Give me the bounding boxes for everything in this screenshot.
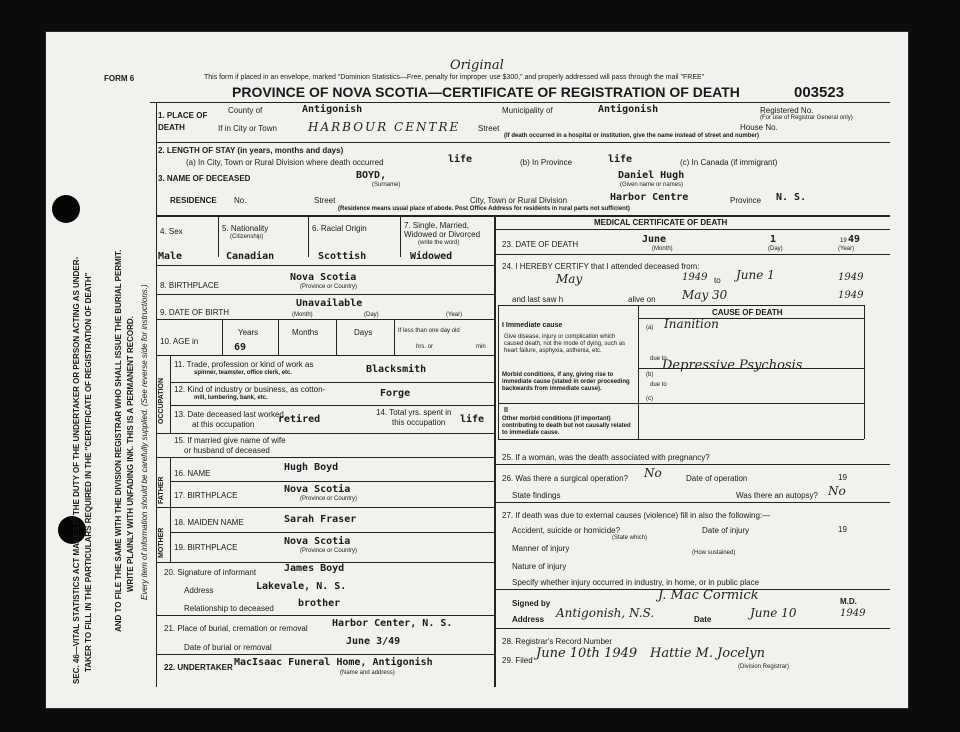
street-note: (If death occurred in a hospital or institution, give the name instead of street and number) — [504, 133, 760, 139]
total-years-label-2: this occupation — [392, 418, 446, 427]
rule-parents — [156, 457, 494, 458]
dod-year-caption: (Year) — [838, 246, 855, 252]
operation-date-label: Date of operation — [686, 474, 748, 483]
cause-c-label: (c) — [646, 396, 653, 402]
stay-c-label: (c) In Canada (if immigrant) — [680, 158, 778, 167]
side-instruction-3: AND TO FILE THE SAME WITH THE DIVISION REGISTRAR WHO SHALL ISSUE THE BURIAL PERMIT. — [114, 249, 123, 632]
dod-label: 23. DATE OF DEATH — [502, 240, 579, 249]
total-years-label: 14. Total yrs. spent in — [376, 408, 452, 417]
residence-province-value: N. S. — [776, 192, 807, 203]
form-number: FORM 6 — [104, 74, 135, 83]
rule-15 — [156, 433, 494, 434]
top-rule — [150, 102, 890, 103]
registered-label: Registered No. — [760, 106, 814, 115]
residence-note: (Residence means usual place of abode. Post Office Address for residents in rural parts not sufficient) — [338, 206, 630, 212]
deceased-surname: BOYD, — [356, 170, 387, 181]
dob-value: Unavailable — [296, 298, 363, 309]
accident-label: Accident, suicide or homicide? — [512, 526, 621, 535]
residence-label: RESIDENCE — [170, 196, 217, 205]
last-worked-label-2: at this occupation — [192, 420, 255, 429]
age-months-label: Months — [292, 328, 319, 337]
alive-on-label: alive on — [628, 295, 656, 304]
autopsy-value: No — [828, 484, 846, 498]
birthplace-caption: (Province or Country) — [300, 284, 358, 290]
nationality-value: Canadian — [226, 251, 275, 262]
place-of-death-label: 1. PLACE OF DEATH — [158, 111, 208, 132]
rule-burial — [156, 615, 494, 616]
nationality-label: 5. Nationality — [222, 224, 269, 233]
father-side-label: FATHER — [158, 476, 165, 504]
stay-b-label: (b) In Province — [520, 158, 573, 167]
county-value: Antigonish — [302, 104, 363, 115]
sex-value: Male — [158, 251, 183, 262]
registered-note: (For use of Registrar General only) — [760, 115, 853, 121]
birthplace-label: 8. BIRTHPLACE — [160, 281, 219, 290]
immediate-cause-desc: Give disease, injury or complication which caused death, not the mode of dying, such as heart failure, asphyxia, asthenia, etc. — [504, 334, 626, 354]
racial-label: 6. Racial Origin — [312, 224, 367, 233]
physician-address-label: Address — [512, 615, 545, 624]
street-label: Street — [478, 124, 500, 133]
rule-17 — [170, 481, 494, 482]
cause-box-mid — [638, 305, 639, 439]
informant-sig-label: 20. Signature of informant — [164, 568, 257, 577]
residence-city-label: City, Town or Rural Division — [470, 196, 568, 205]
total-years-value: life — [460, 414, 485, 425]
mother-birthplace-label: 19. BIRTHPLACE — [174, 543, 238, 552]
father-name-value: Hugh Boyd — [284, 462, 339, 473]
cause-b-label: (b) — [646, 372, 654, 378]
marital-caption: (write the word) — [418, 240, 460, 246]
deceased-label: 3. NAME OF DECEASED — [158, 174, 251, 183]
autopsy-label: Was there an autopsy? — [736, 491, 818, 500]
relationship-value: brother — [298, 598, 341, 609]
rule-personal — [156, 215, 890, 217]
given-caption: (Given name or names) — [620, 182, 684, 188]
attended-from-year: 1949 — [682, 272, 708, 283]
dod-year-prefix: 19 — [840, 238, 847, 244]
nature-label: Nature of injury — [512, 562, 567, 571]
burial-place-value: Harbor Center, N. S. — [332, 618, 453, 629]
mother-birthplace-value: Nova Scotia — [284, 536, 351, 547]
age-box-4 — [394, 319, 395, 355]
burial-date-value: June 3/49 — [346, 636, 401, 647]
attended-from: May — [556, 272, 583, 286]
occupation-side-rule — [170, 355, 171, 433]
immediate-cause-head: I Immediate cause — [502, 322, 563, 329]
other-conditions-desc: Other morbid conditions (if important) contributing to death but not causally related to immediate cause. — [502, 416, 631, 436]
medical-header: MEDICAL CERTIFICATE OF DEATH — [594, 218, 728, 227]
municipality-label: Municipality of — [502, 106, 553, 115]
spouse-label-2: or husband of deceased — [184, 446, 270, 455]
q27-external: 27. If death was due to external causes (violence) fill in also the following:— — [502, 511, 771, 520]
age-days-label: Days — [354, 328, 373, 337]
attended-to-year: 1949 — [838, 272, 864, 283]
dob-month-caption: (Month) — [292, 312, 313, 318]
cause-box-bottom — [498, 439, 864, 440]
trade-value: Blacksmith — [366, 364, 427, 375]
age-less-label: If less than one day old — [398, 328, 460, 334]
rule-28 — [496, 628, 890, 629]
certify-label: 24. I HEREBY CERTIFY that I attended deceased from: — [502, 262, 700, 271]
burial-place-label: 21. Place of burial, cremation or removal — [164, 624, 308, 633]
cause-a-value: Inanition — [664, 317, 719, 331]
box-5-divider — [308, 217, 309, 257]
filed-date: June 10th 1949 — [536, 646, 638, 661]
stay-a-label: (a) In City, Town or Rural Division where death occurred — [186, 158, 384, 167]
age-min-label: min — [476, 344, 486, 350]
signed-date-label: Date — [694, 615, 712, 624]
cause-b-value: Depressive Psychosis — [662, 358, 803, 373]
relationship-label: Relationship to deceased — [184, 604, 274, 613]
last-saw-label: and last saw h — [512, 295, 564, 304]
rule-18 — [156, 507, 494, 508]
trade-label-2: spinner, teamster, office clerk, etc. — [194, 370, 293, 376]
nationality-caption: (Citizenship) — [230, 234, 264, 240]
rule-8 — [156, 265, 494, 266]
cause-box-right — [864, 305, 865, 439]
deceased-given: Daniel Hugh — [618, 170, 685, 181]
stay-label: 2. LENGTH OF STAY (in years, months and days) — [158, 146, 344, 155]
signed-year: 1949 — [840, 608, 866, 619]
punch-hole-top — [52, 195, 80, 223]
md-label: M.D. — [840, 597, 857, 606]
signed-by-label: Signed by — [512, 599, 551, 608]
dod-day: 1 — [770, 234, 777, 245]
marital-value: Widowed — [410, 251, 453, 262]
municipality-value: Antigonish — [598, 104, 659, 115]
industry-label: 12. Kind of industry or business, as cotton- — [174, 385, 326, 394]
dod-month-caption: (Month) — [652, 246, 673, 252]
marital-label: 7. Single, Married, Widowed or Divorced — [404, 221, 481, 239]
rule-occupation — [156, 355, 494, 356]
mother-maiden-value: Sarah Fraser — [284, 514, 357, 525]
industry-value: Forge — [380, 388, 411, 399]
rule-m2 — [496, 254, 890, 255]
rule-undertaker — [156, 654, 494, 655]
mother-side-label: MOTHER — [158, 527, 165, 558]
trade-label: 11. Trade, profession or kind of work as — [174, 360, 314, 369]
father-birthplace-caption: (Province or Country) — [300, 496, 358, 502]
q26-operation: 26. Was there a surgical operation? — [502, 474, 628, 483]
dod-year: 49 — [848, 234, 861, 245]
burial-date-label: Date of burial or removal — [184, 643, 272, 652]
injury-date-label: Date of injury — [702, 526, 750, 535]
dod-month: June — [642, 234, 667, 245]
surname-caption: (Surname) — [372, 182, 401, 188]
rule-13 — [170, 405, 494, 406]
certificate-number: 003523 — [794, 84, 845, 101]
attended-to-label: to — [714, 276, 721, 285]
industry-label-2: mill, lumbering, bank, etc. — [194, 395, 268, 401]
other-conditions-head: II — [504, 407, 508, 414]
residence-no-label: No. — [234, 196, 247, 205]
last-worked-label: 13. Date deceased last worked — [174, 410, 284, 419]
left-rule — [156, 102, 157, 687]
q25-pregnancy: 25. If a woman, was the death associated with pregnancy? — [502, 453, 710, 462]
side-instruction-2: TAKER TO FILL IN THE PARTICULARS REQUIRED IN THE "CERTIFICATE OF REGISTRATION OF DEATH" — [84, 272, 93, 672]
column-divider — [494, 215, 496, 687]
dob-day-caption: (Day) — [364, 312, 379, 318]
cause-box-top — [498, 305, 864, 306]
age-hrs-label: hrs. or — [416, 344, 434, 350]
spouse-label: 15. If married give name of wife — [174, 436, 286, 445]
parents-side-rule — [170, 457, 171, 563]
undertaker-value: MacIsaac Funeral Home, Antigonish — [234, 657, 433, 668]
undertaker-label: 22. UNDERTAKER — [164, 663, 233, 672]
undertaker-caption: (Name and address) — [340, 670, 395, 676]
how-sustained-caption: (How sustained) — [692, 550, 736, 556]
city-town-label: If in City or Town — [218, 124, 277, 133]
side-instruction-1: SEC. 46—VITAL STATISTICS ACT MAKES IT THE DUTY OF THE UNDERTAKER OR PERSON ACTING AS UNDER- — [72, 256, 81, 684]
residence-province-label: Province — [730, 196, 762, 205]
father-birthplace-label: 17. BIRTHPLACE — [174, 491, 238, 500]
rule-1 — [156, 142, 890, 143]
dob-label: 9. DATE OF BIRTH — [160, 308, 230, 317]
mother-birthplace-caption: (Province or Country) — [300, 548, 358, 554]
operation-year: 19 — [838, 473, 847, 482]
age-box-3 — [336, 319, 337, 355]
due-to-2: due to — [650, 382, 667, 388]
manner-label: Manner of injury — [512, 544, 570, 553]
cause-rule-c — [498, 403, 864, 404]
certificate-title: PROVINCE OF NOVA SCOTIA—CERTIFICATE OF REGISTRATION OF DEATH — [232, 84, 740, 100]
rule-27 — [496, 502, 890, 503]
morbid-desc: Morbid conditions, if any, giving rise to immediate cause (stated in order proceeding backwards from immediate cause). — [502, 372, 630, 392]
city-town-value: HARBOUR CENTRE — [308, 120, 461, 134]
county-label: County of — [228, 106, 263, 115]
rule-12 — [170, 382, 494, 383]
rule-10 — [156, 319, 494, 320]
informant-sig-value: James Boyd — [284, 563, 345, 574]
rule-25 — [496, 464, 890, 465]
last-worked-value: retired — [278, 414, 321, 425]
birthplace-value: Nova Scotia — [290, 272, 357, 283]
cause-box-left — [498, 305, 499, 439]
residence-street-label: Street — [314, 196, 336, 205]
physician-address: Antigonish, N.S. — [556, 606, 655, 620]
mail-notice: This form if placed in an envelope, marked "Dominion Statistics—Free, penalty for improper use $300," and properly addressed will pass through the mail "FREE" — [204, 74, 705, 81]
original-annotation: Original — [450, 58, 504, 73]
house-no-label: House No. — [740, 123, 778, 132]
age-years-value: 69 — [234, 342, 247, 353]
injury-year: 19 — [838, 525, 847, 534]
age-box-2 — [278, 319, 279, 355]
informant-address-value: Lakevale, N. S. — [256, 581, 347, 592]
record-number-label: 28. Registrar's Record Number — [502, 637, 613, 646]
cause-a-label: (a) — [646, 325, 654, 331]
alive-year: 1949 — [838, 290, 864, 301]
division-registrar-caption: (Division Registrar) — [738, 664, 790, 670]
death-certificate — [46, 32, 908, 708]
rule-9 — [156, 294, 494, 295]
physician-signature: J. Mac Cormick — [658, 588, 759, 603]
signed-date: June 10 — [750, 606, 797, 620]
registrar-signature: Hattie M. Jocelyn — [650, 646, 765, 661]
dod-day-caption: (Day) — [768, 246, 783, 252]
specify-label: Specify whether injury occurred in industry, in home, or in public place — [512, 578, 760, 587]
box-4-divider — [218, 217, 219, 257]
mother-maiden-label: 18. MAIDEN NAME — [174, 518, 244, 527]
rule-19 — [170, 532, 494, 533]
rule-m1 — [496, 229, 890, 230]
state-which-caption: (State which) — [612, 535, 648, 541]
father-birthplace-value: Nova Scotia — [284, 484, 351, 495]
racial-value: Scottish — [318, 251, 367, 262]
box-6-divider — [400, 217, 401, 257]
residence-city-value: Harbor Centre — [610, 192, 689, 203]
age-years-label: Years — [238, 328, 259, 337]
stay-a-value: life — [448, 154, 473, 165]
occupation-side-label: OCCUPATION — [158, 377, 165, 424]
q26-value: No — [644, 466, 662, 480]
findings-label: State findings — [512, 491, 561, 500]
filed-label: 29. Filed — [502, 656, 533, 665]
age-label: 10. AGE in — [160, 337, 199, 346]
age-box-1 — [222, 319, 223, 355]
due-to-1: due to — [650, 356, 667, 362]
side-instruction-4: WRITE PLAINLY WITH UNFADING INK. THIS IS A PERMANENT RECORD. — [126, 316, 135, 592]
dob-year-caption: (Year) — [446, 312, 463, 318]
informant-address-label: Address — [184, 586, 214, 595]
alive-date: May 30 — [682, 288, 728, 302]
father-name-label: 16. NAME — [174, 469, 211, 478]
sex-label: 4. Sex — [160, 227, 183, 236]
attended-to: June 1 — [736, 268, 775, 282]
side-instruction-5: Every item of information should be carefully supplied. (See reverse side for instructions.) — [140, 284, 149, 600]
stay-b-value: life — [608, 154, 633, 165]
cause-header: CAUSE OF DEATH — [712, 308, 783, 317]
